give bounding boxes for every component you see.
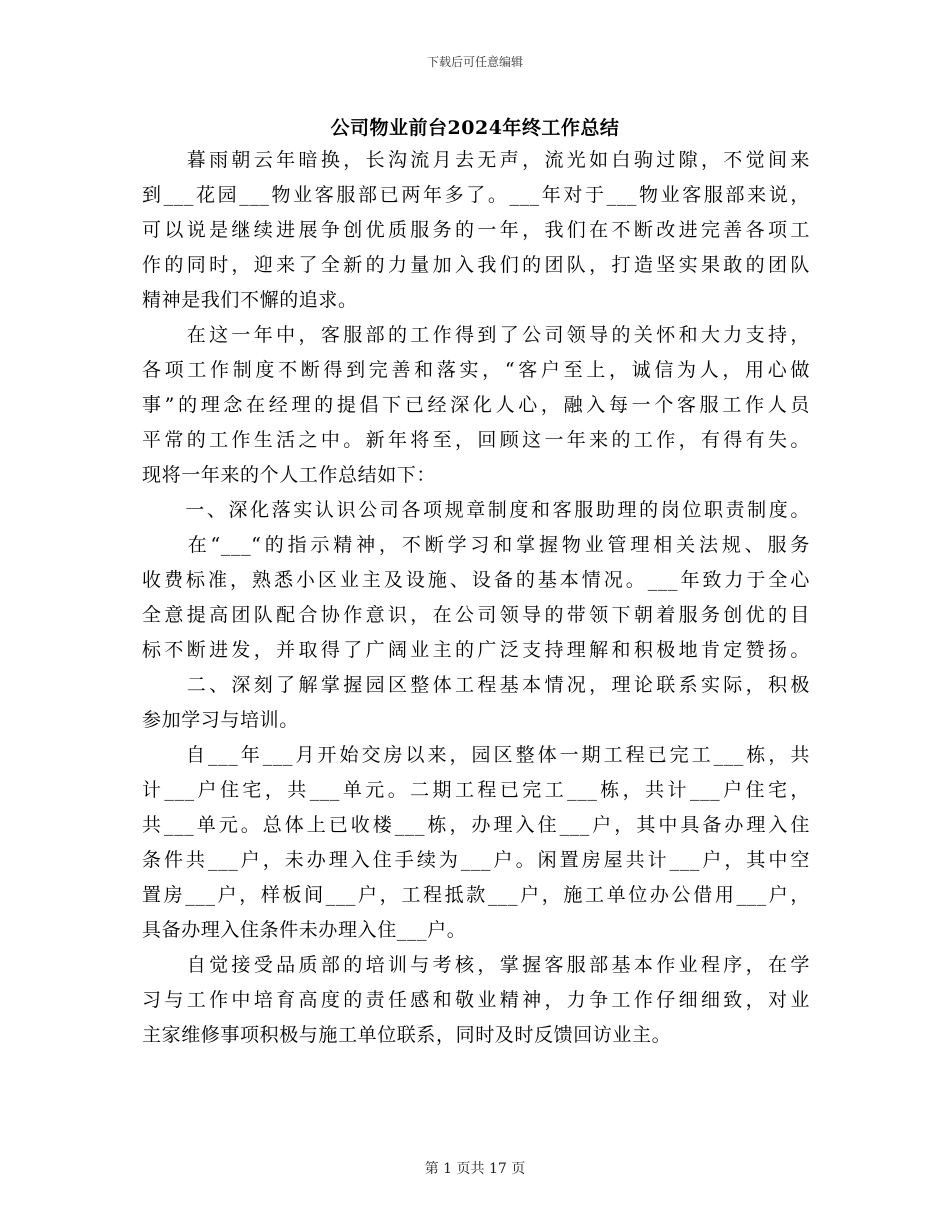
text-line: 在“___“的指示精神，不断学习和掌握物业管理相关法规、服务 <box>142 534 810 556</box>
text-line: 事”的理念在经理的提倡下已经深化人心，融入每一个客服工作人员 <box>142 394 810 416</box>
header-note: 下载后可任意编辑 <box>426 55 523 69</box>
text-line: 收费标准，熟悉小区业主及设施、设备的基本情况。___年致力于全心 <box>142 569 810 591</box>
text-line: 一、深化落实认识公司各项规章制度和客服助理的岗位职责制度。 <box>142 499 810 521</box>
page-footer: 第 1 页共 17 页 <box>424 1161 526 1177</box>
text-line: 作的同时，迎来了全新的力量加入我们的团队，打造坚实果敢的团队 <box>142 254 810 276</box>
document-title: 公司物业前台2024年终工作总结 <box>330 117 620 139</box>
text-line: 现将一年来的个人工作总结如下： <box>142 464 437 486</box>
text-line: 二、深刻了解掌握园区整体工程基本情况，理论联系实际，积极 <box>142 674 810 696</box>
text-line: 计___户住宅，共___单元。二期工程已完工___栋，共计___户住宅， <box>142 779 810 801</box>
text-line: 标不断进发，并取得了广阔业主的广泛支持理解和积极地肯定赞扬。 <box>142 639 810 661</box>
text-line: 具备办理入住条件未办理入住___户。 <box>142 919 467 941</box>
text-line: 自觉接受品质部的培训与考核，掌握客服部基本作业程序，在学 <box>142 954 810 976</box>
text-line: 主家维修事项积极与施工单位联系，同时及时反馈回访业主。 <box>142 1024 672 1046</box>
text-line: 自___年___月开始交房以来，园区整体一期工程已完工___栋，共 <box>142 744 810 766</box>
text-line: 各项工作制度不断得到完善和落实，“客户至上，诚信为人，用心做 <box>142 359 810 381</box>
document-body <box>142 143 810 1053</box>
text-line: 条件共___户，未办理入住手续为___户。闲置房屋共计___户，其中空 <box>142 849 810 871</box>
text-line: 习与工作中培育高度的责任感和敬业精神，力争工作仔细细致，对业 <box>142 989 810 1011</box>
text-line: 全意提高团队配合协作意识，在公司领导的带领下朝着服务创优的目 <box>142 604 810 626</box>
text-line: 精神是我们不懈的追求。 <box>142 289 358 311</box>
text-line: 暮雨朝云年暗换，长沟流月去无声，流光如白驹过隙，不觉间来 <box>142 149 810 171</box>
text-line: 共___单元。总体上已收楼___栋，办理入住___户，其中具备办理入住 <box>142 814 810 836</box>
text-line: 可以说是继续进展争创优质服务的一年，我们在不断改进完善各项工 <box>142 219 810 241</box>
text-line: 在这一年中，客服部的工作得到了公司领导的关怀和大力支持， <box>142 324 810 346</box>
text-line: 置房___户，样板间___户，工程抵款___户，施工单位办公借用___户， <box>142 884 810 906</box>
text-line: 参加学习与培训。 <box>142 709 299 731</box>
text-line: 到___花园___物业客服部已两年多了。___年对于___物业客服部来说， <box>142 184 810 206</box>
text-line: 平常的工作生活之中。新年将至，回顾这一年来的工作，有得有失。 <box>142 429 810 451</box>
